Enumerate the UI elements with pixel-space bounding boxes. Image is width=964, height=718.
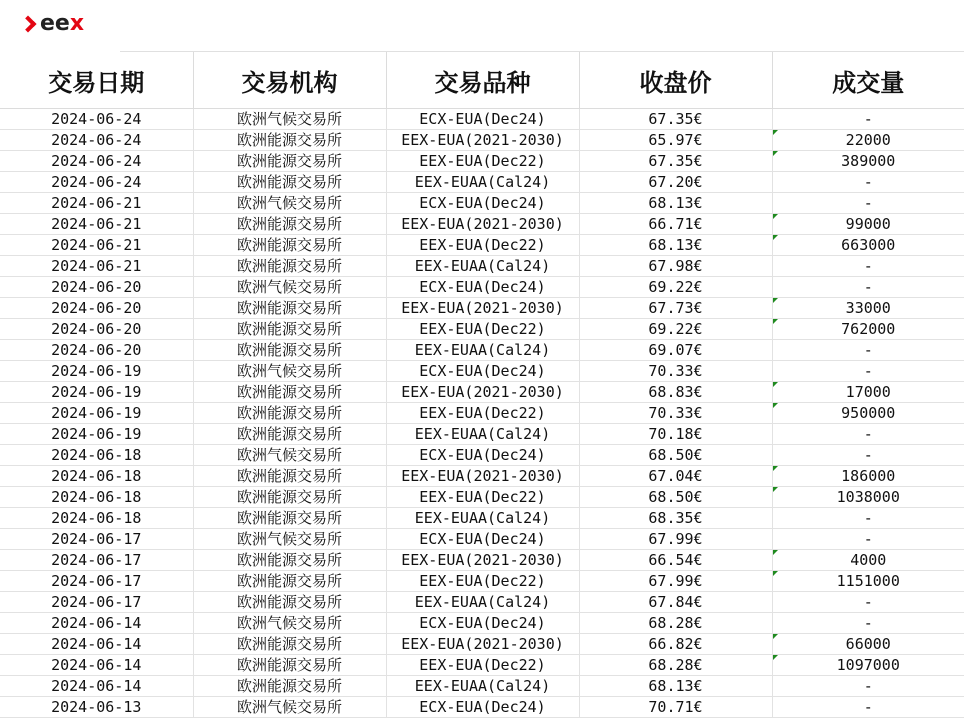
table-row xyxy=(0,550,964,571)
cell-volume: 33000 xyxy=(772,298,964,319)
cell-exchange: 欧洲能源交易所 xyxy=(193,403,386,424)
table-row xyxy=(0,697,964,718)
cell-close-price: 66.82€ xyxy=(579,634,772,655)
cell-trade-date: 2024-06-18 xyxy=(0,445,193,466)
cell-exchange: 欧洲气候交易所 xyxy=(193,445,386,466)
logo-text: eex xyxy=(40,11,85,36)
cell-exchange: 欧洲气候交易所 xyxy=(193,697,386,718)
cell-product: ECX-EUA(Dec24) xyxy=(386,109,579,130)
cell-volume: 99000 xyxy=(772,214,964,235)
cell-product: EEX-EUA(2021-2030) xyxy=(386,466,579,487)
cell-close-price: 68.28€ xyxy=(579,655,772,676)
cell-volume: - xyxy=(772,445,964,466)
table-row xyxy=(0,214,964,235)
cell-exchange: 欧洲能源交易所 xyxy=(193,676,386,697)
cell-volume: - xyxy=(772,193,964,214)
cell-trade-date: 2024-06-19 xyxy=(0,361,193,382)
cell-product: EEX-EUAA(Cal24) xyxy=(386,676,579,697)
cell-volume: 389000 xyxy=(772,151,964,172)
table-row xyxy=(0,109,964,130)
cell-product: EEX-EUA(Dec22) xyxy=(386,487,579,508)
cell-trade-date: 2024-06-18 xyxy=(0,466,193,487)
cell-trade-date: 2024-06-14 xyxy=(0,634,193,655)
table-row xyxy=(0,340,964,361)
cell-close-price: 70.18€ xyxy=(579,424,772,445)
cell-product: EEX-EUA(2021-2030) xyxy=(386,382,579,403)
cell-trade-date: 2024-06-14 xyxy=(0,613,193,634)
cell-product: EEX-EUAA(Cal24) xyxy=(386,424,579,445)
cell-close-price: 68.83€ xyxy=(579,382,772,403)
cell-volume: - xyxy=(772,508,964,529)
cell-trade-date: 2024-06-17 xyxy=(0,529,193,550)
cell-volume: - xyxy=(772,277,964,298)
table-row xyxy=(0,424,964,445)
cell-exchange: 欧洲能源交易所 xyxy=(193,508,386,529)
cell-exchange: 欧洲能源交易所 xyxy=(193,655,386,676)
cell-volume: 66000 xyxy=(772,634,964,655)
cell-exchange: 欧洲能源交易所 xyxy=(193,235,386,256)
eex-logo xyxy=(20,11,84,37)
cell-close-price: 70.33€ xyxy=(579,361,772,382)
table-row xyxy=(0,130,964,151)
cell-close-price: 68.13€ xyxy=(579,676,772,697)
cell-product: ECX-EUA(Dec24) xyxy=(386,529,579,550)
cell-trade-date: 2024-06-19 xyxy=(0,382,193,403)
cell-product: ECX-EUA(Dec24) xyxy=(386,613,579,634)
cell-volume: 17000 xyxy=(772,382,964,403)
cell-trade-date: 2024-06-18 xyxy=(0,487,193,508)
header-product: 交易品种 xyxy=(386,52,579,109)
cell-exchange: 欧洲气候交易所 xyxy=(193,109,386,130)
header-volume: 成交量 xyxy=(772,52,964,109)
carbon-price-table xyxy=(0,52,964,718)
cell-volume: 4000 xyxy=(772,550,964,571)
cell-trade-date: 2024-06-24 xyxy=(0,172,193,193)
table-row xyxy=(0,466,964,487)
cell-trade-date: 2024-06-24 xyxy=(0,109,193,130)
table-row xyxy=(0,508,964,529)
cell-close-price: 65.97€ xyxy=(579,130,772,151)
cell-close-price: 70.33€ xyxy=(579,403,772,424)
cell-product: EEX-EUA(2021-2030) xyxy=(386,550,579,571)
table-row xyxy=(0,592,964,613)
cell-exchange: 欧洲能源交易所 xyxy=(193,571,386,592)
cell-trade-date: 2024-06-17 xyxy=(0,550,193,571)
cell-exchange: 欧洲能源交易所 xyxy=(193,214,386,235)
cell-exchange: 欧洲气候交易所 xyxy=(193,529,386,550)
cell-volume: - xyxy=(772,424,964,445)
cell-volume: 1151000 xyxy=(772,571,964,592)
cell-trade-date: 2024-06-14 xyxy=(0,676,193,697)
cell-close-price: 69.22€ xyxy=(579,319,772,340)
cell-close-price: 67.20€ xyxy=(579,172,772,193)
table-row xyxy=(0,193,964,214)
cell-close-price: 68.35€ xyxy=(579,508,772,529)
header-trade-date: 交易日期 xyxy=(0,52,193,109)
header-close-price: 收盘价 xyxy=(579,52,772,109)
cell-product: EEX-EUA(2021-2030) xyxy=(386,130,579,151)
cell-exchange: 欧洲能源交易所 xyxy=(193,466,386,487)
cell-close-price: 68.50€ xyxy=(579,445,772,466)
cell-volume: - xyxy=(772,109,964,130)
cell-exchange: 欧洲能源交易所 xyxy=(193,130,386,151)
cell-product: EEX-EUA(Dec22) xyxy=(386,571,579,592)
cell-product: EEX-EUA(Dec22) xyxy=(386,235,579,256)
cell-volume: - xyxy=(772,613,964,634)
header-exchange: 交易机构 xyxy=(193,52,386,109)
cell-product: ECX-EUA(Dec24) xyxy=(386,445,579,466)
table-row xyxy=(0,298,964,319)
cell-trade-date: 2024-06-21 xyxy=(0,193,193,214)
cell-volume: - xyxy=(772,256,964,277)
cell-product: EEX-EUA(Dec22) xyxy=(386,403,579,424)
cell-volume: - xyxy=(772,172,964,193)
cell-product: ECX-EUA(Dec24) xyxy=(386,697,579,718)
cell-exchange: 欧洲能源交易所 xyxy=(193,298,386,319)
cell-product: EEX-EUA(2021-2030) xyxy=(386,298,579,319)
cell-trade-date: 2024-06-19 xyxy=(0,424,193,445)
cell-volume: - xyxy=(772,529,964,550)
cell-trade-date: 2024-06-18 xyxy=(0,508,193,529)
cell-close-price: 67.99€ xyxy=(579,529,772,550)
cell-exchange: 欧洲能源交易所 xyxy=(193,319,386,340)
table-row xyxy=(0,634,964,655)
cell-trade-date: 2024-06-24 xyxy=(0,151,193,172)
cell-trade-date: 2024-06-20 xyxy=(0,319,193,340)
cell-product: ECX-EUA(Dec24) xyxy=(386,277,579,298)
table-row xyxy=(0,655,964,676)
cell-product: EEX-EUA(2021-2030) xyxy=(386,634,579,655)
cell-volume: 186000 xyxy=(772,466,964,487)
cell-product: EEX-EUAA(Cal24) xyxy=(386,340,579,361)
table-row xyxy=(0,676,964,697)
table-row xyxy=(0,445,964,466)
table-row xyxy=(0,277,964,298)
cell-volume: 950000 xyxy=(772,403,964,424)
cell-exchange: 欧洲能源交易所 xyxy=(193,634,386,655)
cell-product: EEX-EUA(2021-2030) xyxy=(386,214,579,235)
cell-product: EEX-EUAA(Cal24) xyxy=(386,256,579,277)
cell-close-price: 68.13€ xyxy=(579,235,772,256)
cell-product: ECX-EUA(Dec24) xyxy=(386,193,579,214)
cell-exchange: 欧洲能源交易所 xyxy=(193,172,386,193)
cell-product: EEX-EUAA(Cal24) xyxy=(386,508,579,529)
cell-volume: - xyxy=(772,592,964,613)
cell-trade-date: 2024-06-14 xyxy=(0,655,193,676)
cell-product: EEX-EUAA(Cal24) xyxy=(386,172,579,193)
cell-exchange: 欧洲气候交易所 xyxy=(193,277,386,298)
cell-exchange: 欧洲气候交易所 xyxy=(193,361,386,382)
cell-trade-date: 2024-06-20 xyxy=(0,298,193,319)
cell-volume: 663000 xyxy=(772,235,964,256)
cell-trade-date: 2024-06-21 xyxy=(0,214,193,235)
cell-trade-date: 2024-06-17 xyxy=(0,592,193,613)
cell-volume: 1038000 xyxy=(772,487,964,508)
table-row xyxy=(0,487,964,508)
cell-close-price: 67.84€ xyxy=(579,592,772,613)
cell-exchange: 欧洲能源交易所 xyxy=(193,592,386,613)
table-row xyxy=(0,172,964,193)
table-row xyxy=(0,403,964,424)
cell-trade-date: 2024-06-20 xyxy=(0,340,193,361)
cell-exchange: 欧洲气候交易所 xyxy=(193,193,386,214)
cell-exchange: 欧洲能源交易所 xyxy=(193,151,386,172)
cell-close-price: 67.35€ xyxy=(579,151,772,172)
cell-volume: - xyxy=(772,697,964,718)
cell-close-price: 66.54€ xyxy=(579,550,772,571)
cell-exchange: 欧洲能源交易所 xyxy=(193,340,386,361)
cell-close-price: 68.50€ xyxy=(579,487,772,508)
cell-product: EEX-EUAA(Cal24) xyxy=(386,592,579,613)
table-row xyxy=(0,529,964,550)
table-row xyxy=(0,613,964,634)
table-row xyxy=(0,361,964,382)
cell-exchange: 欧洲能源交易所 xyxy=(193,424,386,445)
cell-close-price: 70.71€ xyxy=(579,697,772,718)
cell-close-price: 68.13€ xyxy=(579,193,772,214)
cell-volume: - xyxy=(772,361,964,382)
cell-exchange: 欧洲气候交易所 xyxy=(193,613,386,634)
cell-exchange: 欧洲能源交易所 xyxy=(193,550,386,571)
cell-trade-date: 2024-06-20 xyxy=(0,277,193,298)
cell-volume: - xyxy=(772,340,964,361)
table-row xyxy=(0,319,964,340)
cell-close-price: 67.04€ xyxy=(579,466,772,487)
cell-trade-date: 2024-06-17 xyxy=(0,571,193,592)
cell-trade-date: 2024-06-21 xyxy=(0,235,193,256)
cell-volume: - xyxy=(772,676,964,697)
cell-trade-date: 2024-06-13 xyxy=(0,697,193,718)
table-row xyxy=(0,151,964,172)
cell-close-price: 68.28€ xyxy=(579,613,772,634)
cell-close-price: 67.98€ xyxy=(579,256,772,277)
header-row xyxy=(0,52,964,109)
cell-close-price: 69.07€ xyxy=(579,340,772,361)
cell-close-price: 67.99€ xyxy=(579,571,772,592)
table-row xyxy=(0,256,964,277)
cell-trade-date: 2024-06-24 xyxy=(0,130,193,151)
cell-exchange: 欧洲能源交易所 xyxy=(193,382,386,403)
chevron-right-icon xyxy=(20,16,37,33)
cell-exchange: 欧洲能源交易所 xyxy=(193,487,386,508)
cell-volume: 1097000 xyxy=(772,655,964,676)
cell-product: ECX-EUA(Dec24) xyxy=(386,361,579,382)
table-row xyxy=(0,382,964,403)
cell-close-price: 67.73€ xyxy=(579,298,772,319)
cell-product: EEX-EUA(Dec22) xyxy=(386,151,579,172)
cell-exchange: 欧洲能源交易所 xyxy=(193,256,386,277)
cell-close-price: 69.22€ xyxy=(579,277,772,298)
cell-volume: 762000 xyxy=(772,319,964,340)
cell-close-price: 67.35€ xyxy=(579,109,772,130)
cell-close-price: 66.71€ xyxy=(579,214,772,235)
cell-product: EEX-EUA(Dec22) xyxy=(386,655,579,676)
table-row xyxy=(0,235,964,256)
cell-volume: 22000 xyxy=(772,130,964,151)
table-row xyxy=(0,571,964,592)
cell-trade-date: 2024-06-19 xyxy=(0,403,193,424)
cell-product: EEX-EUA(Dec22) xyxy=(386,319,579,340)
cell-trade-date: 2024-06-21 xyxy=(0,256,193,277)
